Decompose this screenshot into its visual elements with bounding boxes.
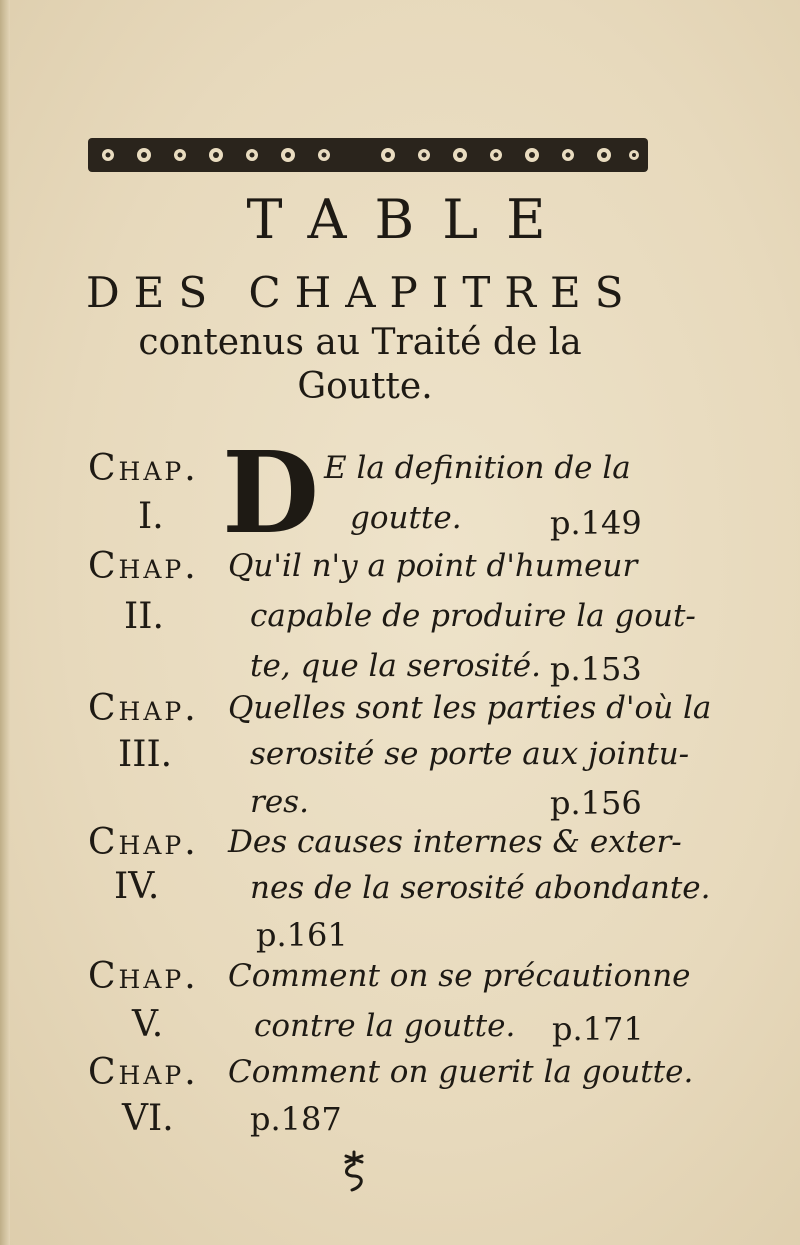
entry-line: Quelles sont les parties d'où la — [228, 690, 712, 726]
entry-line: nes de la serosité abondante. — [250, 870, 711, 906]
chapter-label: Chap. — [88, 822, 199, 863]
chapter-numeral: I. — [138, 496, 164, 537]
fleuron-icon — [340, 1150, 368, 1194]
chapter-label: Chap. — [88, 448, 199, 489]
entry-line: E la definition de la — [324, 450, 631, 486]
page-number: p.161 — [256, 916, 348, 954]
entry-line: serosité se porte aux jointu- — [250, 736, 690, 772]
chapter-label: Chap. — [88, 1052, 199, 1093]
page-number: p.171 — [552, 1010, 644, 1048]
entry-line: Comment on guerit la goutte. — [228, 1054, 694, 1090]
chapter-numeral: III. — [118, 734, 173, 775]
entry-line: Des causes internes & exter- — [228, 824, 682, 860]
entry-line: contre la goutte. — [254, 1008, 516, 1044]
page-number: p.156 — [550, 784, 642, 822]
page-gutter — [0, 0, 10, 1245]
subtitle-line-2: contenus au Traité de la — [138, 322, 582, 363]
subtitle-line-1: DES CHAPITRES — [86, 268, 638, 317]
page-number: p.187 — [250, 1100, 342, 1138]
entry-line: te, que la serosité. — [250, 648, 541, 684]
entry-line: Comment on se précautionne — [228, 958, 691, 994]
entry-line: Qu'il n'y a point d'humeur — [228, 548, 638, 584]
chapter-label: Chap. — [88, 956, 199, 997]
entry-line: goutte. — [350, 500, 462, 536]
entry-line: capable de produire la gout- — [250, 598, 696, 634]
drop-cap: D — [222, 428, 320, 559]
chapter-label: Chap. — [88, 688, 199, 729]
entry-line: res. — [250, 784, 309, 820]
chapter-numeral: V. — [132, 1004, 164, 1045]
page-title: TABLE — [246, 188, 574, 251]
chapter-numeral: II. — [124, 596, 164, 637]
subtitle-line-3: Goutte. — [297, 366, 433, 407]
page-number: p.153 — [550, 650, 642, 688]
chapter-label: Chap. — [88, 546, 199, 587]
page-number: p.149 — [550, 504, 642, 542]
chapter-numeral: VI. — [122, 1098, 174, 1139]
ornamental-band-icon — [88, 138, 648, 172]
chapter-numeral: IV. — [114, 866, 160, 907]
